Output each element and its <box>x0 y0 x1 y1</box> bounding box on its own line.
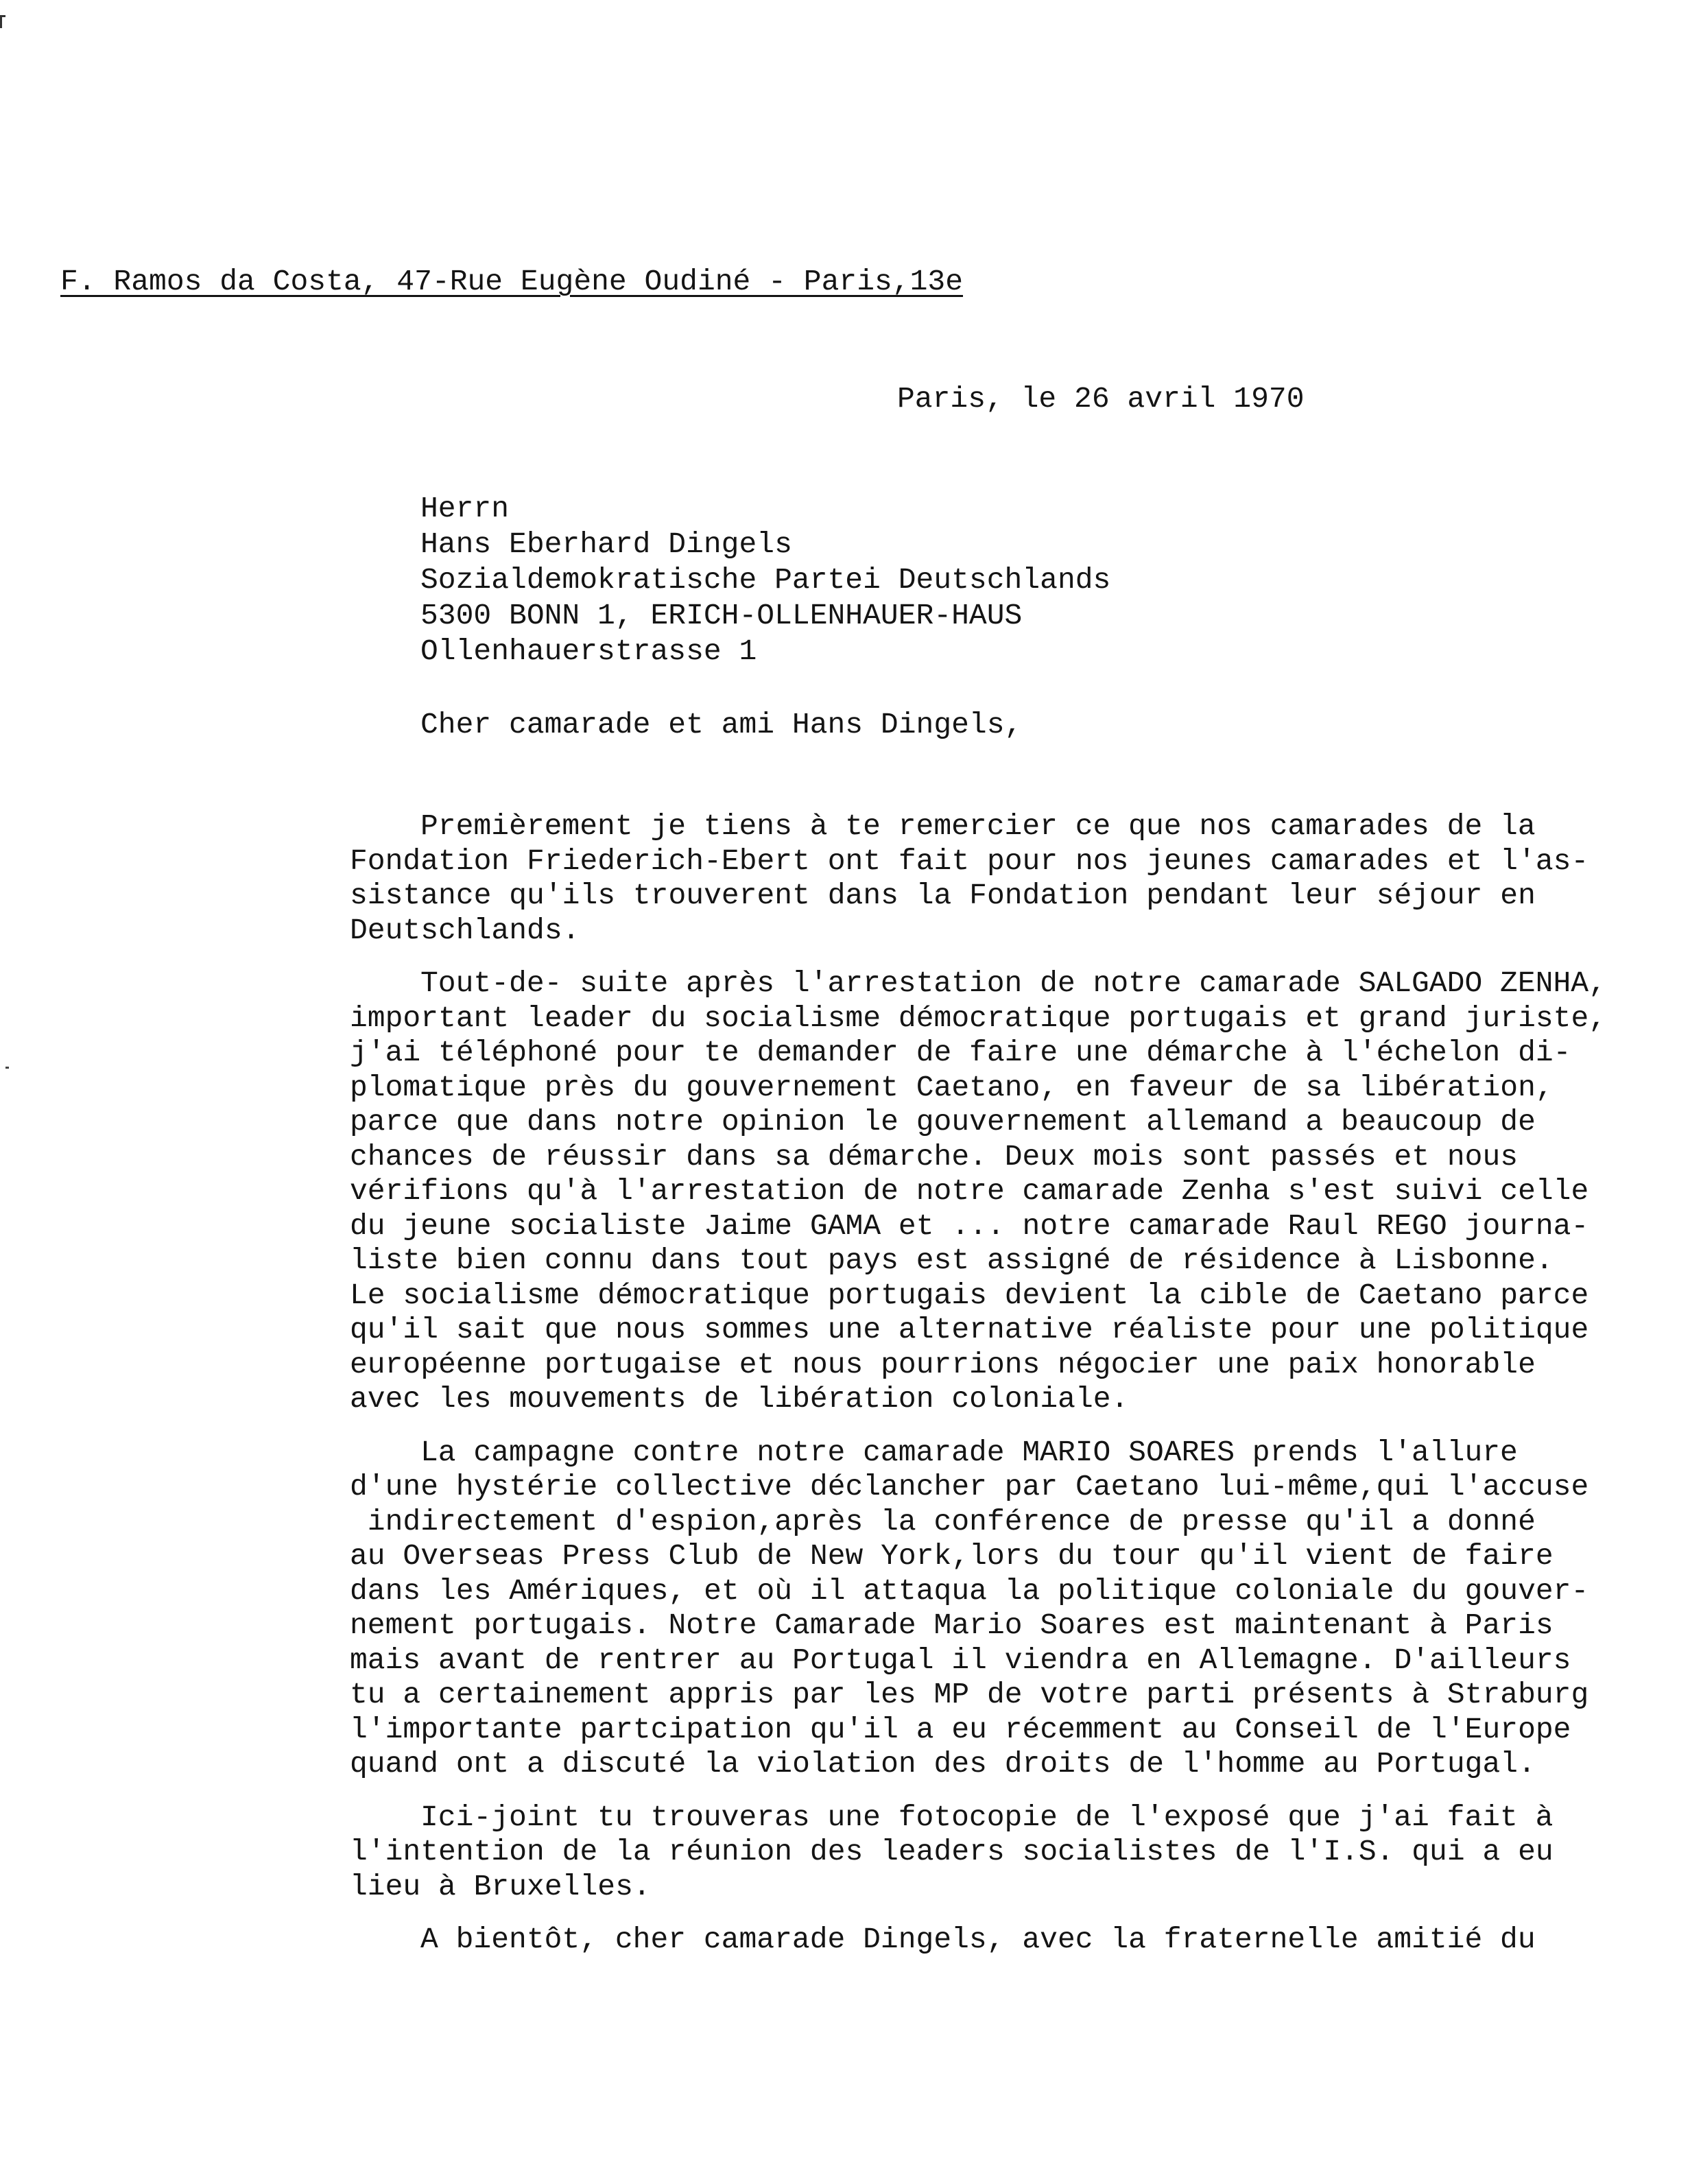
recipient-line: Sozialdemokratische Partei Deutschlands <box>420 563 1111 597</box>
text-line: indirectement d'espion,après la conférence de presse qu'il a donné <box>350 1504 1536 1539</box>
text-line: j'ai téléphoné pour te demander de faire une démarche à l'échelon di- <box>350 1036 1571 1069</box>
text-line: A bientôt, cher camarade Dingels, avec la fraternelle amitié du <box>420 1923 1536 1956</box>
text-line: parce que dans notre opinion le gouvernement allemand a beaucoup de <box>350 1105 1536 1139</box>
salutation: Cher camarade et ami Hans Dingels, <box>420 708 1023 741</box>
paragraph-thanks <box>350 809 1598 948</box>
paragraph-zenha-arrest <box>350 966 1607 1417</box>
paragraph-enclosure <box>350 1801 1598 1905</box>
text-line: l'importante partcipation qu'il a eu récemment au Conseil de l'Europe <box>350 1712 1571 1746</box>
text-line: plomatique près du gouvernement Caetano, en faveur de sa libération, <box>350 1070 1554 1104</box>
text-line: La campagne contre notre camarade MARIO SOARES prends l'allure <box>420 1435 1518 1469</box>
text-line: dans les Amériques, et où il attaqua la politique coloniale du gouver- <box>350 1574 1589 1608</box>
text-line: Le socialisme démocratique portugais devient la cible de Caetano parce <box>350 1278 1589 1312</box>
text-line: mais avant de rentrer au Portugal il viendra en Allemagne. D'ailleurs <box>350 1643 1571 1677</box>
recipient-line: Hans Eberhard Dingels <box>420 527 792 561</box>
text-line: quand ont a discuté la violation des droits de l'homme au Portugal. <box>350 1747 1536 1781</box>
scan-corner-mark <box>0 15 5 28</box>
text-line: sistance qu'ils trouverent dans la Fondation pendant leur séjour en <box>350 879 1536 912</box>
text-line: Tout-de- suite après l'arrestation de notre camarade SALGADO ZENHA, <box>420 966 1606 1000</box>
letter-date: Paris, le 26 avril 1970 <box>897 382 1305 416</box>
text-line: important leader du socialisme démocratique portugais et grand juriste, <box>350 1001 1607 1035</box>
text-line: vérifions qu'à l'arrestation de notre camarade Zenha s'est suivi celle <box>350 1174 1589 1208</box>
text-line: d'une hystérie collective déclancher par Caetano lui-même,qui l'accuse <box>350 1470 1589 1504</box>
recipient-line: Herrn <box>420 492 510 525</box>
margin-mark <box>5 1067 9 1069</box>
text-line: Deutschlands. <box>350 913 580 947</box>
text-line: Fondation Friederich-Ebert ont fait pour nos jeunes camarades et l'as- <box>350 844 1589 878</box>
text-line: Ici-joint tu trouveras une fotocopie de l'exposé que j'ai fait à <box>420 1800 1554 1834</box>
recipient-address <box>420 491 1110 669</box>
text-line: avec les mouvements de libération coloniale. <box>350 1382 1129 1416</box>
text-line: lieu à Bruxelles. <box>350 1869 651 1903</box>
paragraph-closing <box>350 1923 1598 1958</box>
text-line: tu a certainement appris par les MP de votre parti présents à Straburg <box>350 1678 1589 1711</box>
text-line: liste bien connu dans tout pays est assigné de résidence à Lisbonne. <box>350 1244 1554 1277</box>
recipient-line: Ollenhauerstrasse 1 <box>420 634 757 668</box>
sender-address: F. Ramos da Costa, 47-Rue Eugène Oudiné - Paris,13e <box>60 265 964 298</box>
text-line: du jeune socialiste Jaime GAMA et ... notre camarade Raul REGO journa- <box>350 1209 1589 1243</box>
text-line: nement portugais. Notre Camarade Mario Soares est maintenant à Paris <box>350 1609 1554 1642</box>
text-line: Premièrement je tiens à te remercier ce que nos camarades de la <box>420 809 1536 843</box>
letter-body <box>350 809 1607 1976</box>
text-line: qu'il sait que nous sommes une alternative réaliste pour une politique <box>350 1313 1589 1346</box>
recipient-line: 5300 BONN 1, ERICH-OLLENHAUER-HAUS <box>420 599 1023 632</box>
text-line: européenne portugaise et nous pourrions négocier une paix honorable <box>350 1347 1536 1381</box>
text-line: l'intention de la réunion des leaders socialistes de l'I.S. qui a eu <box>350 1835 1554 1868</box>
text-line: chances de réussir dans sa démarche. Deux mois sont passés et nous <box>350 1139 1519 1174</box>
paragraph-soares-campaign <box>350 1436 1598 1782</box>
text-line: au Overseas Press Club de New York,lors du tour qu'il vient de faire <box>350 1539 1554 1573</box>
